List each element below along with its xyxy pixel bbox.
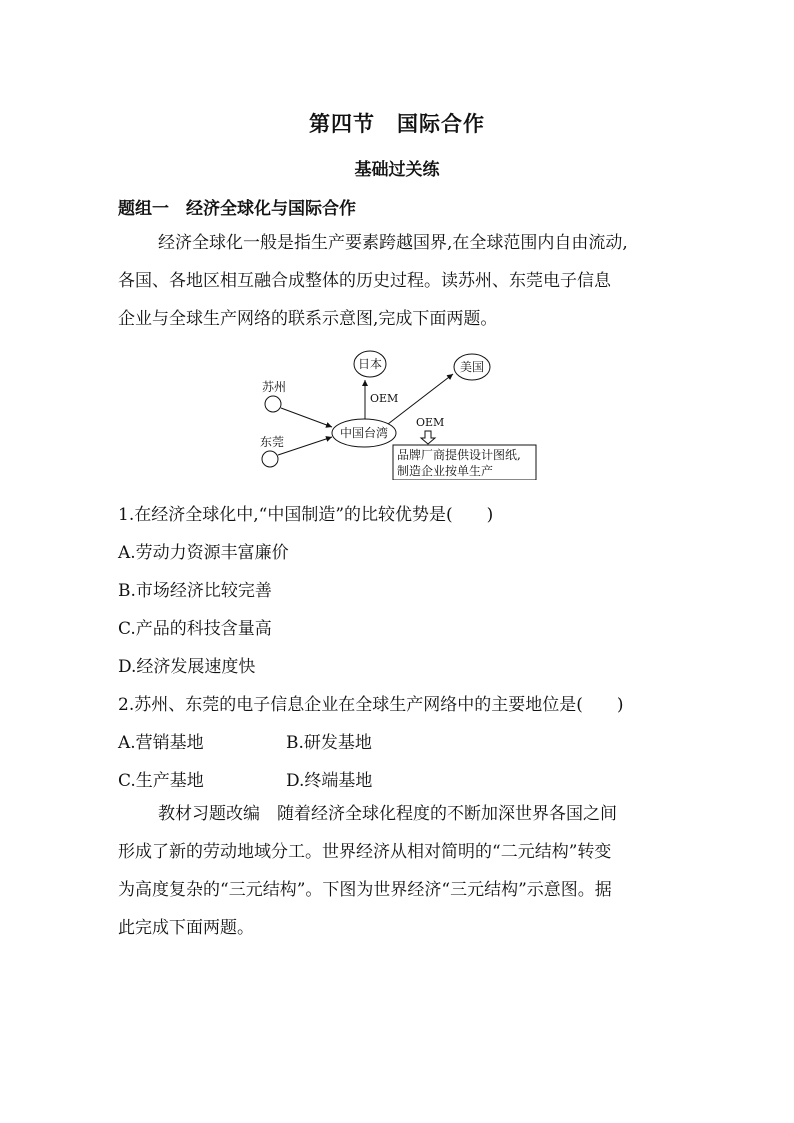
group-heading: 题组一 经济全球化与国际合作	[118, 199, 356, 219]
taiwan-label: 中国台湾	[339, 426, 389, 440]
suzhou-arrow	[281, 408, 332, 427]
q1-option-d: D.经济发展速度快	[118, 657, 256, 677]
oem-label-1: OEM	[370, 392, 399, 405]
page-title: 第四节 国际合作	[309, 111, 485, 136]
outro-line-3: 为高度复杂的“三元结构”。下图为世界经济“三元结构”示意图。据	[118, 880, 612, 900]
note-line-1: 品牌厂商提供设计图纸,	[397, 448, 521, 462]
production-network-diagram	[250, 345, 550, 480]
dongguan-arrow	[278, 437, 332, 455]
down-arrow-icon	[421, 431, 435, 444]
intro-line-3: 企业与全球生产网络的联系示意图,完成下面两题。	[118, 309, 498, 329]
usa-label: 美国	[459, 360, 485, 374]
oem-label-2: OEM	[416, 416, 445, 429]
q2-stem: 2.苏州、东莞的电子信息企业在全球生产网络中的主要地位是( )	[118, 695, 624, 715]
intro-line-2: 各国、各地区相互融合成整体的历史过程。读苏州、东莞电子信息	[118, 271, 611, 291]
q1-option-b: B.市场经济比较完善	[118, 581, 272, 601]
q2-option-d: D.终端基地	[286, 771, 373, 791]
section-subtitle: 基础过关练	[354, 160, 440, 180]
suzhou-label: 苏州	[262, 380, 287, 394]
dongguan-node	[262, 451, 278, 467]
intro-line-1: 经济全球化一般是指生产要素跨越国界,在全球范围内自由流动,	[158, 233, 628, 253]
outro-line-4: 此完成下面两题。	[118, 918, 254, 938]
japan-label: 日本	[357, 357, 383, 371]
q1-option-a: A.劳动力资源丰富廉价	[118, 543, 289, 563]
outro-line-2: 形成了新的劳动地域分工。世界经济从相对简明的“二元结构”转变	[118, 842, 612, 862]
q2-option-c: C.生产基地	[118, 771, 204, 791]
suzhou-node	[265, 396, 281, 412]
note-line-2: 制造企业按单生产	[397, 464, 494, 478]
q2-option-a: A.营销基地	[118, 733, 204, 753]
q2-option-b: B.研发基地	[286, 733, 372, 753]
q1-stem: 1.在经济全球化中,“中国制造”的比较优势是( )	[118, 505, 494, 525]
dongguan-label: 东莞	[260, 435, 285, 449]
q1-option-c: C.产品的科技含量高	[118, 619, 272, 639]
outro-line-1: 教材习题改编 随着经济全球化程度的不断加深世界各国之间	[158, 804, 617, 824]
